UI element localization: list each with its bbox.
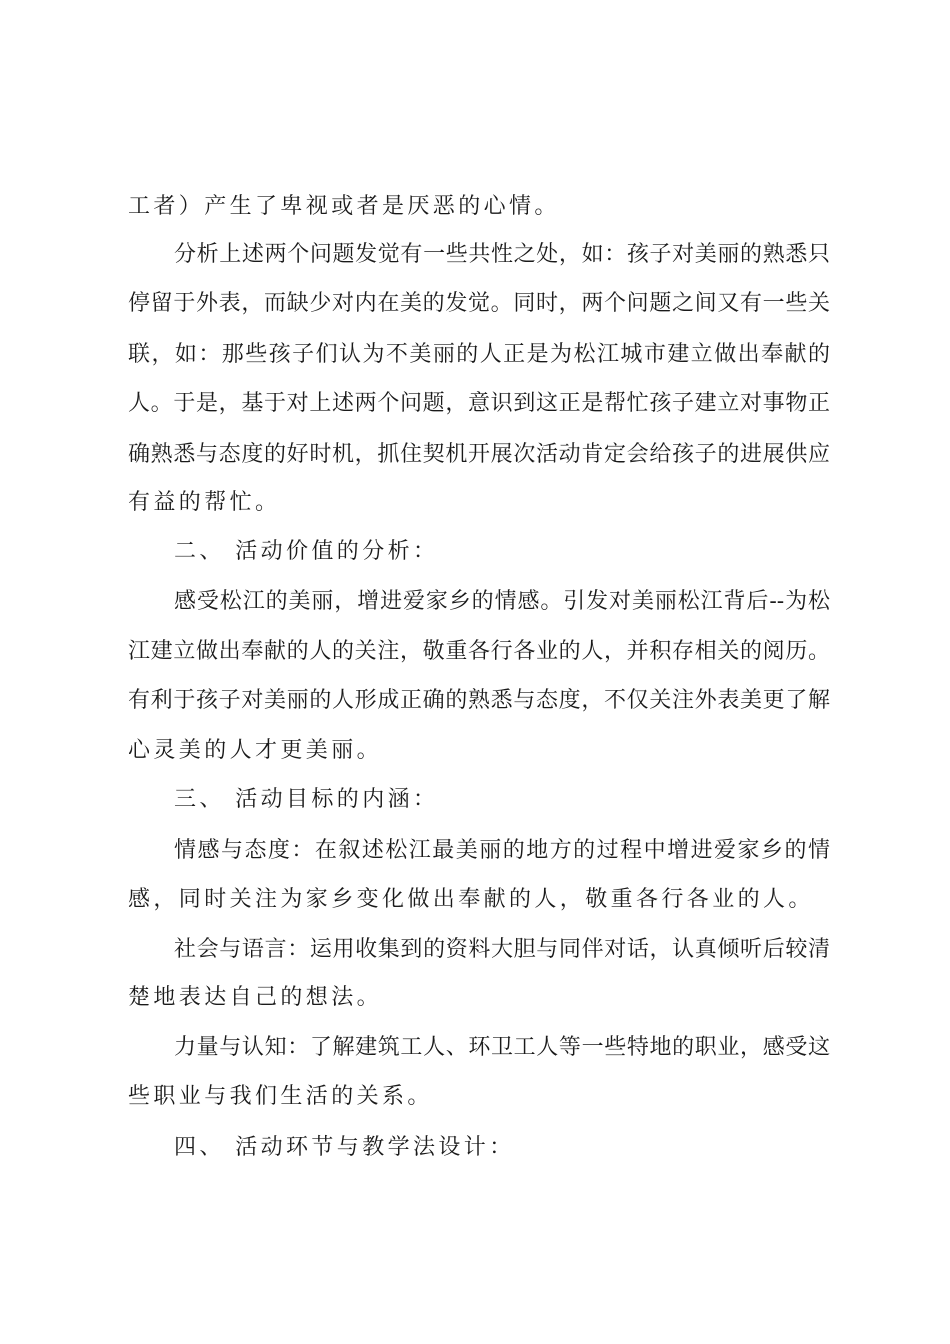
text-line: 有利于孩子对美丽的人形成正确的熟悉与态度，不仅关注外表美更了解 bbox=[128, 688, 830, 713]
heading-text: 四、 活动环节与教学法设计： bbox=[174, 1135, 515, 1160]
text-line: 确熟悉与态度的好时机，抓住契机开展次活动肯定会给孩子的进展供应 bbox=[128, 442, 830, 467]
text-line: 力量与认知：了解建筑工人、环卫工人等一些特地的职业，感受这 bbox=[174, 1035, 830, 1060]
text-line: 情感与态度：在叙述松江最美丽的地方的过程中增进爱家乡的情 bbox=[174, 838, 830, 863]
heading-text: 二、 活动价值的分析： bbox=[174, 539, 439, 564]
text-line: 人。于是，基于对上述两个问题，意识到这正是帮忙孩子建立对事物正 bbox=[128, 391, 830, 416]
text-line: 停留于外表，而缺少对内在美的发觉。同时，两个问题之间又有一些关 bbox=[128, 291, 830, 316]
text-line: 联，如：那些孩子们认为不美丽的人正是为松江城市建立做出奉献的 bbox=[128, 342, 830, 367]
text-line: 江建立做出奉献的人的关注，敬重各行各业的人，并积存相关的阅历。 bbox=[128, 639, 830, 664]
text-line: 社会与语言：运用收集到的资料大胆与同伴对话，认真倾听后较清 bbox=[174, 937, 830, 962]
heading-text: 三、 活动目标的内涵： bbox=[174, 787, 439, 812]
text-line: 分析上述两个问题发觉有一些共性之处，如：孩子对美丽的熟悉只 bbox=[174, 242, 830, 267]
text-line: 感，同时关注为家乡变化做出奉献的人，敬重各行各业的人。 bbox=[128, 887, 814, 912]
text-line: 楚地表达自己的想法。 bbox=[128, 985, 383, 1010]
text-line: 有益的帮忙。 bbox=[128, 490, 281, 515]
text-line: 些职业与我们生活的关系。 bbox=[128, 1084, 433, 1109]
text-line: 工者）产生了卑视或者是厌恶的心情。 bbox=[128, 194, 560, 219]
text-line: 心灵美的人才更美丽。 bbox=[128, 738, 383, 763]
text-line: 感受松江的美丽，增进爱家乡的情感。引发对美丽松江背后--为松 bbox=[174, 589, 830, 614]
